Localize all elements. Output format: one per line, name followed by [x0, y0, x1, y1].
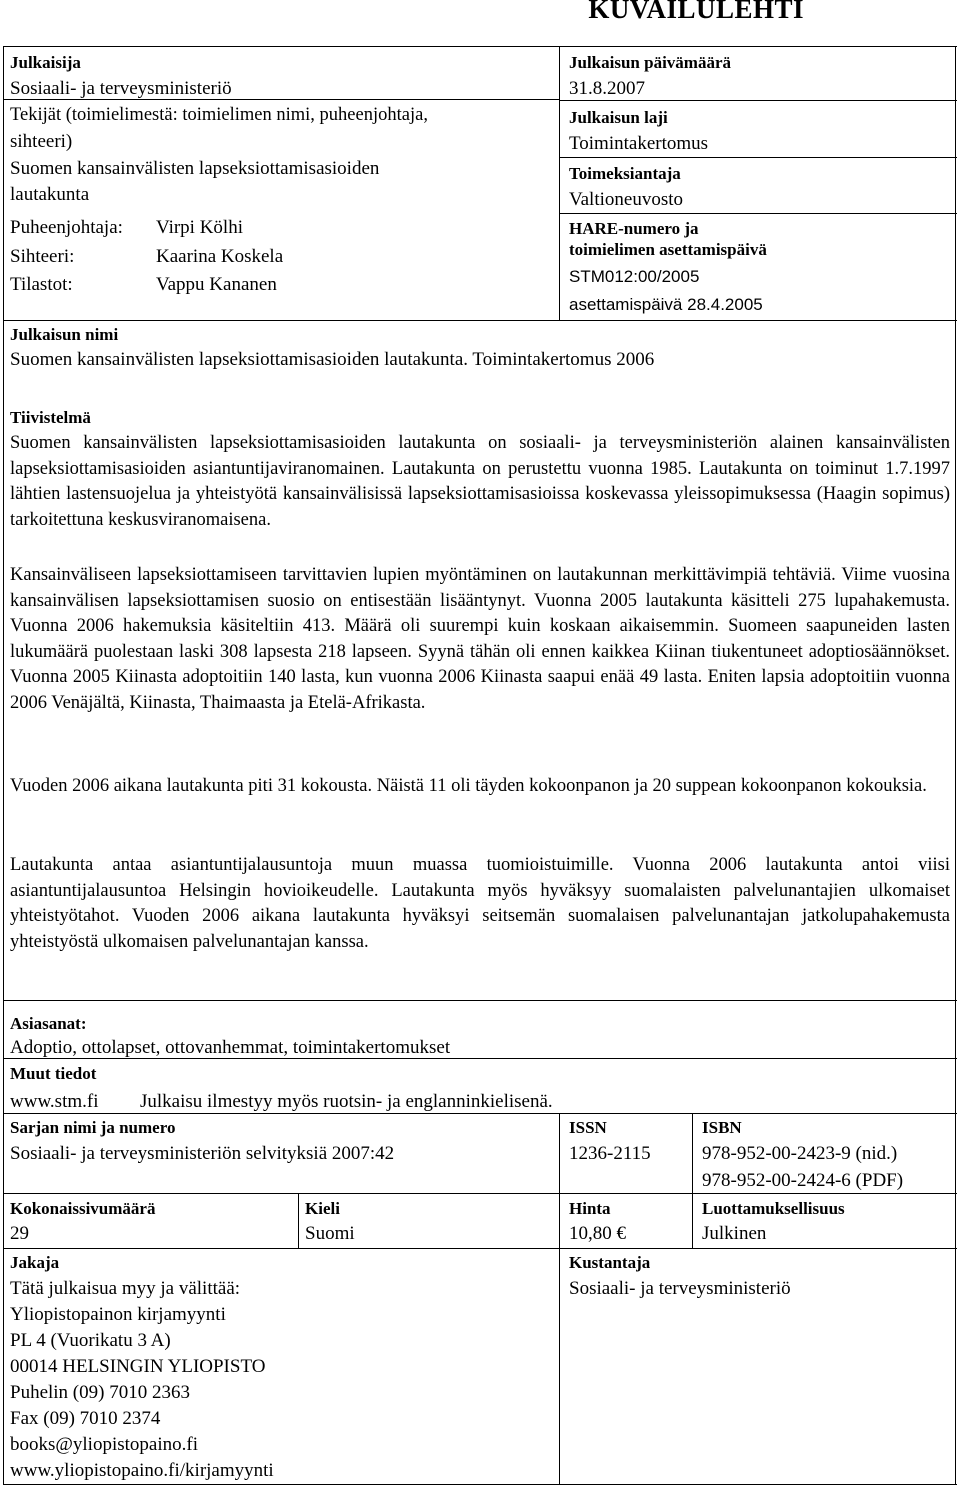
divider: [3, 1248, 957, 1249]
abstract-paragraph: Kansainväliseen lapseksiottamiseen tarvittavien lupien myöntäminen on lautakunnan merkittävimpiä tehtäviä. Viime vuosina kansainvälisen lapseksiottamisen suosio on entisestään lisääntynyt. Vuonna 2005 lautakunta käsitteli 275 lupahakemusta. Vuonna 2006 hakemuksia käsiteltiin 413. Määrä oli suurempi kuin koskaan aikaisemmin. Suomeen saapuneiden lasten lukumäärä puolestaan laski 308 lapsesta 218 lapseen. Syynä tähän oli ennen kaikkea Kiinan tiukentuneet adoptiosäännökset. Vuonna 2005 Kiinasta adoptoitiin 140 lasta, kun vuonna 2006 Kiinasta saapui enää 49 lasta. Eniten lapsia adoptoitiin vuonna 2006 Venäjältä, Kiinasta, Thaimaasta ja Etelä-Afrikasta.: [10, 565, 950, 713]
hare-date: asettamispäivä 28.4.2005: [569, 295, 763, 314]
hare-label: HARE-numero ja: [569, 219, 699, 238]
pub-date-value: 31.8.2007: [569, 78, 645, 99]
distribution-label: Jakaja: [10, 1253, 60, 1272]
pages-label: Kokonaissivumäärä: [10, 1199, 156, 1218]
keywords-label: Asiasanat:: [10, 1014, 87, 1033]
commissioner-label: Toimeksiantaja: [569, 164, 681, 183]
statistics-role: Tilastot:: [10, 274, 73, 295]
hare-label-cont: toimielimen asettamispäivä: [569, 240, 767, 259]
distribution-line: Fax (09) 7010 2374: [10, 1408, 161, 1429]
issn-label: ISSN: [569, 1118, 607, 1137]
distribution-line: Yliopistopainon kirjamyynti: [10, 1304, 226, 1325]
distribution-line: PL 4 (Vuorikatu 3 A): [10, 1330, 171, 1351]
divider: [3, 1193, 957, 1194]
publisher-value: Sosiaali- ja terveysministeriö: [10, 78, 232, 99]
isbn-label: ISBN: [702, 1118, 742, 1137]
distribution-email: books@yliopistopaino.fi: [10, 1434, 198, 1455]
confidentiality-value: Julkinen: [702, 1223, 767, 1244]
language-label: Kieli: [305, 1199, 340, 1218]
abstract-paragraph: Vuoden 2006 aikana lautakunta piti 31 kokousta. Näistä 11 oli täyden kokoonpanon ja 20 suppean kokoonpanon kokouksia.: [10, 776, 927, 796]
other-info-label: Muut tiedot: [10, 1064, 97, 1083]
publisher-cost-label: Kustantaja: [569, 1253, 651, 1272]
distribution-line: Puhelin (09) 7010 2363: [10, 1382, 190, 1403]
publisher-label: Julkaisija: [10, 53, 81, 72]
divider: [559, 157, 957, 158]
distribution-line: 00014 HELSINGIN YLIOPISTO: [10, 1356, 266, 1377]
pages-value: 29: [10, 1223, 29, 1244]
authors-body-cont: lautakunta: [10, 184, 90, 205]
document-title: KUVAILULEHTI: [588, 0, 804, 24]
chair-role: Puheenjohtaja:: [10, 217, 123, 238]
pub-name-label: Julkaisun nimi: [10, 325, 119, 344]
authors-label: Tekijät (toimielimestä: toimielimen nimi, puheenjohtaja,: [10, 105, 428, 125]
statistics-name: Vappu Kananen: [156, 274, 277, 295]
keywords-value: Adoptio, ottolapset, ottovanhemmat, toimintakertomukset: [10, 1037, 451, 1058]
divider: [298, 1193, 299, 1248]
distribution-line: Tätä julkaisua myy ja välittää:: [10, 1278, 241, 1299]
divider: [3, 320, 957, 321]
language-value: Suomi: [305, 1223, 355, 1244]
series-label: Sarjan nimi ja numero: [10, 1118, 176, 1137]
commissioner-value: Valtioneuvosto: [569, 189, 683, 210]
publisher-cost-value: Sosiaali- ja terveysministeriö: [569, 1278, 791, 1299]
distribution-website: www.yliopistopaino.fi/kirjamyynti: [10, 1460, 274, 1481]
other-info-value: Julkaisu ilmestyy myös ruotsin- ja englanninkielisenä.: [140, 1091, 553, 1112]
divider: [559, 46, 560, 320]
divider: [3, 1484, 957, 1485]
price-label: Hinta: [569, 1199, 611, 1218]
abstract-label: Tiivistelmä: [10, 408, 91, 427]
abstract-paragraph: Lautakunta antaa asiantuntijalausuntoja muun muassa tuomioistuimille. Vuonna 2006 lautakunta antoi viisi asiantuntijalausuntoa Helsingin hovioikeudelle. Lautakunta myös hyväksyy suomalaisten palvelunantajien ulkomaiset yhteistyötahot. Vuoden 2006 aikana lautakunta hyväksyi seitsemän suomalaisen palvelunantajan jatkolupahakemusta yhteistyöstä ulkomaisen palvelunantajan kanssa.: [10, 855, 950, 952]
price-value: 10,80 €: [569, 1223, 626, 1244]
divider: [559, 213, 957, 214]
authors-body: Suomen kansainvälisten lapseksiottamisasioiden: [10, 158, 380, 179]
isbn-print: 978-952-00-2423-9 (nid.): [702, 1143, 898, 1164]
divider: [955, 46, 956, 1485]
issn-value: 1236-2115: [569, 1143, 651, 1164]
divider: [3, 46, 957, 47]
pub-date-label: Julkaisun päivämäärä: [569, 53, 732, 72]
divider: [3, 1000, 957, 1001]
series-value: Sosiaali- ja terveysministeriön selvityksiä 2007:42: [10, 1143, 395, 1164]
authors-label-cont: sihteeri): [10, 131, 73, 152]
secretary-role: Sihteeri:: [10, 246, 75, 267]
chair-name: Virpi Kölhi: [156, 217, 243, 238]
pub-name-value: Suomen kansainvälisten lapseksiottamisasioiden lautakunta. Toimintakertomus 2006: [10, 349, 655, 370]
hare-number: STM012:00/2005: [569, 267, 700, 286]
secretary-name: Kaarina Koskela: [156, 246, 284, 267]
confidentiality-label: Luottamuksellisuus: [702, 1199, 845, 1218]
isbn-pdf: 978-952-00-2424-6 (PDF): [702, 1170, 904, 1191]
pub-type-label: Julkaisun laji: [569, 108, 668, 127]
other-info-url: www.stm.fi: [10, 1091, 99, 1112]
divider: [692, 1113, 693, 1248]
pub-type-value: Toimintakertomus: [569, 133, 709, 154]
abstract-paragraph: Suomen kansainvälisten lapseksiottamisasioiden lautakunta on sosiaali- ja terveysministeriön alainen kansainvälisten lapseksiottamisasioiden asiantuntijaviranomainen. Lautakunta on perustettu vuonna 1985. Lautakunta on toiminut 1.7.1997 lähtien lastensuojelua ja yhteistyötä kansainvälisissä lapseksiottamisasioissa koskevassa yleissopimuksessa (Haagin sopimus) tarkoitettuna keskusviranomaisena.: [10, 433, 950, 530]
divider: [559, 1113, 560, 1484]
divider: [3, 46, 4, 1485]
